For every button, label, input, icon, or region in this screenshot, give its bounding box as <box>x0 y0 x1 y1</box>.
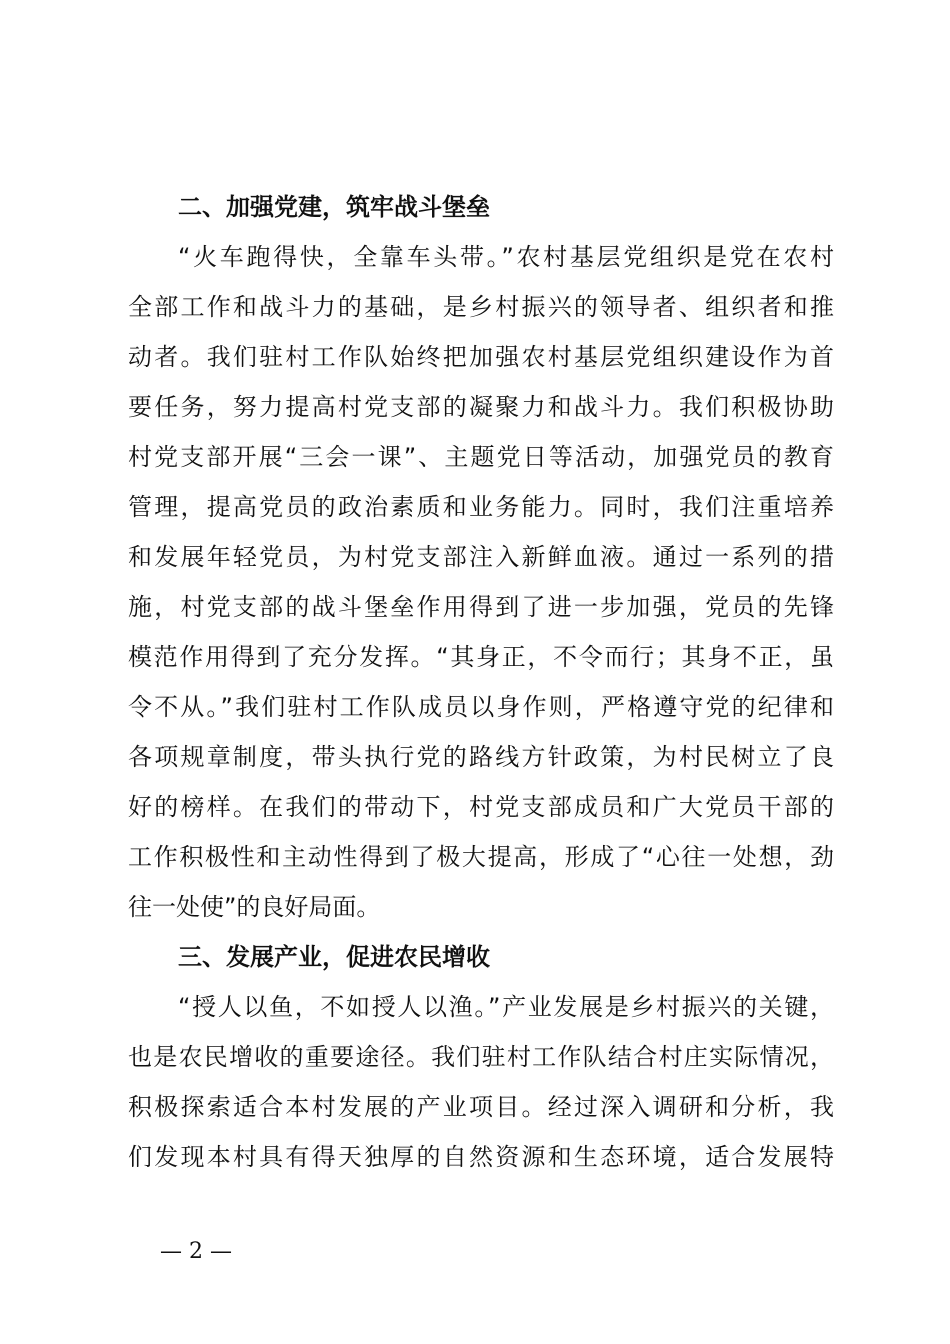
paragraph-line: 模范作用得到了充分发挥。“其身正，不令而行；其身不正，虽 <box>128 643 834 671</box>
paragraph-line: 积极探索适合本村发展的产业项目。经过深入调研和分析，我 <box>128 1093 834 1121</box>
paragraph-line: 也是农民增收的重要途径。我们驻村工作队结合村庄实际情况， <box>128 1043 834 1071</box>
paragraph-line: 往一处使”的良好局面。 <box>128 893 381 921</box>
section-heading: 二、加强党建，筑牢战斗堡垒 <box>178 193 490 221</box>
paragraph-line: 好的榜样。在我们的带动下，村党支部成员和广大党员干部的 <box>128 793 834 821</box>
paragraph-line: 村党支部开展“三会一课”、主题党日等活动，加强党员的教育 <box>128 443 834 471</box>
paragraph-line: 施，村党支部的战斗堡垒作用得到了进一步加强，党员的先锋 <box>128 593 834 621</box>
paragraph-line: 和发展年轻党员，为村党支部注入新鲜血液。通过一系列的措 <box>128 543 834 571</box>
paragraph-line: “火车跑得快，全靠车头带。”农村基层党组织是党在农村 <box>178 243 834 271</box>
section-heading: 三、发展产业，促进农民增收 <box>178 943 490 971</box>
paragraph-line: 各项规章制度，带头执行党的路线方针政策，为村民树立了良 <box>128 743 834 771</box>
paragraph-line: 管理，提高党员的政治素质和业务能力。同时，我们注重培养 <box>128 493 834 521</box>
section-industry-development <box>128 932 834 1182</box>
paragraph-line: 动者。我们驻村工作队始终把加强农村基层党组织建设作为首 <box>128 343 834 371</box>
paragraph-line: “授人以鱼，不如授人以渔。”产业发展是乡村振兴的关键， <box>178 993 834 1021</box>
paragraph-line: 全部工作和战斗力的基础，是乡村振兴的领导者、组织者和推 <box>128 293 834 321</box>
paragraph-line: 工作积极性和主动性得到了极大提高，形成了“心往一处想，劲 <box>128 843 834 871</box>
paragraph-line: 们发现本村具有得天独厚的自然资源和生态环境，适合发展特 <box>128 1143 834 1171</box>
document-body <box>128 182 834 1182</box>
page-number: — 2 — <box>160 1239 232 1264</box>
paragraph-line: 要任务，努力提高村党支部的凝聚力和战斗力。我们积极协助 <box>128 393 834 421</box>
section-party-building <box>128 182 834 932</box>
paragraph-line: 令不从。”我们驻村工作队成员以身作则，严格遵守党的纪律和 <box>128 693 834 721</box>
